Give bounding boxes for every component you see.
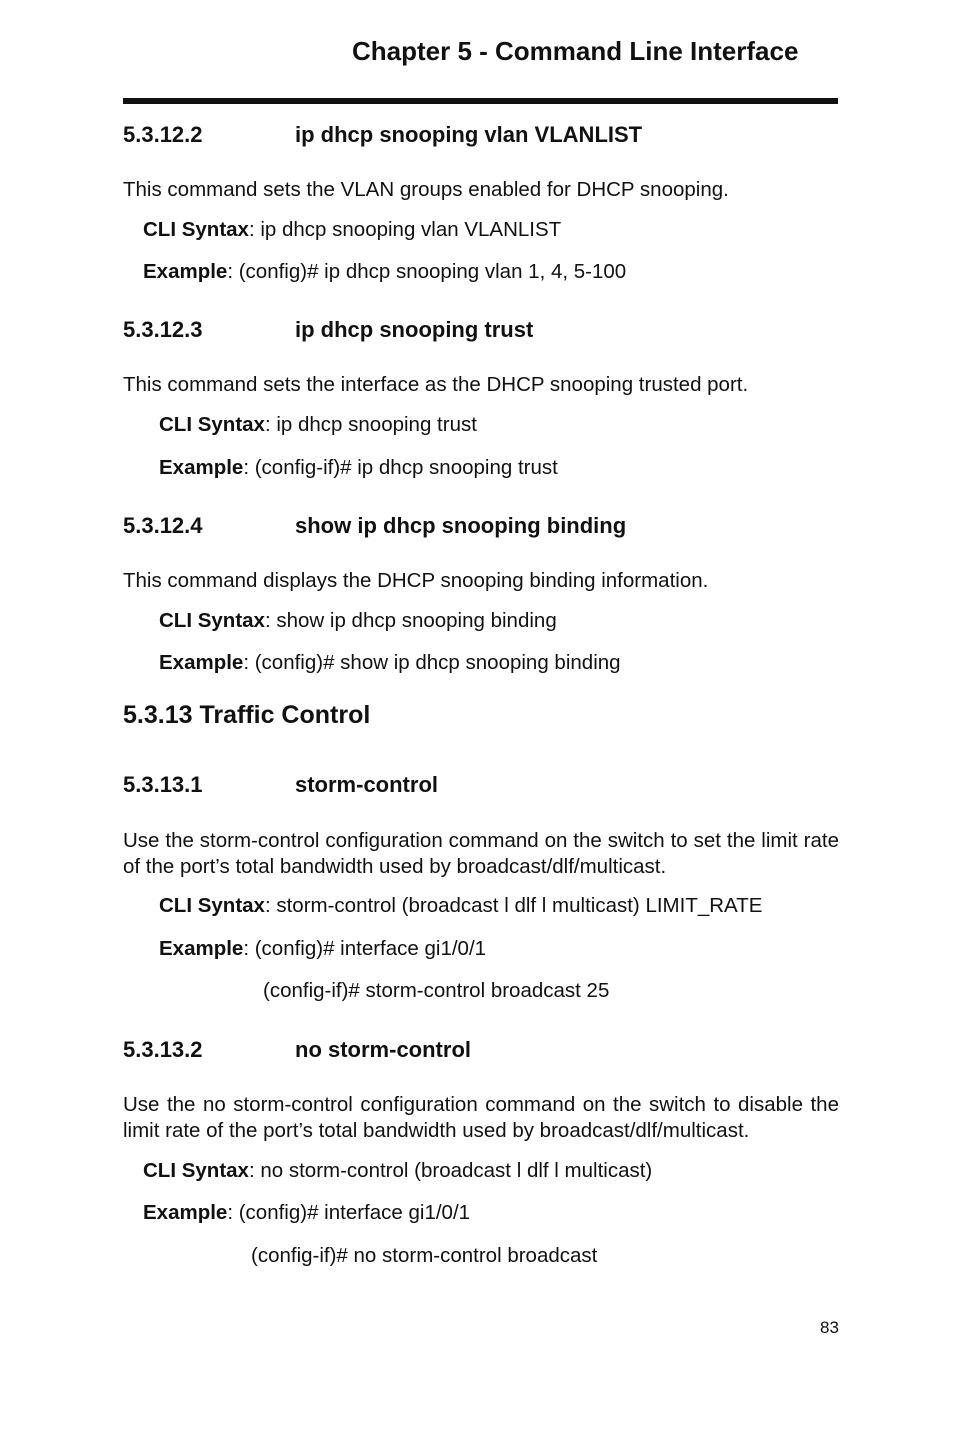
section-number: 5.3.12.4 (123, 513, 203, 538)
header-rule (123, 98, 838, 104)
example-continuation: (config-if)# no storm-control broadcast (251, 1244, 598, 1267)
example-line (159, 937, 486, 961)
section-number: 5.3.13.1 (123, 772, 203, 797)
example-label: Example (159, 456, 244, 479)
example-value: : (config)# show ip dhcp snooping binding (243, 651, 621, 674)
cli-syntax-line (143, 1159, 652, 1183)
example-line (159, 456, 558, 480)
example-continuation: (config-if)# storm-control broadcast 25 (263, 979, 610, 1002)
example-value: : (config-if)# ip dhcp snooping trust (243, 456, 558, 479)
cli-syntax-value: : no storm-control (broadcast l dlf l multicast) (248, 1159, 653, 1182)
section-number: 5.3.12.2 (123, 122, 203, 147)
section-heading-5-3-13-1 (123, 772, 438, 798)
section-description: This command sets the VLAN groups enabled for DHCP snooping. (123, 178, 729, 201)
example-label: Example (159, 651, 244, 674)
section-heading-5-3-12-3 (123, 317, 533, 343)
section-heading-5-3-13: 5.3.13 Traffic Control (123, 701, 371, 729)
example-value: : (config)# interface gi1/0/1 (227, 1201, 471, 1224)
chapter-title: Chapter 5 - Command Line Interface (352, 36, 799, 66)
section-description: This command sets the interface as the DHCP snooping trusted port. (123, 373, 749, 396)
cli-syntax-label: CLI Syntax (159, 413, 265, 436)
section-title: storm-control (295, 772, 438, 797)
cli-syntax-value: : ip dhcp snooping vlan VLANLIST (248, 218, 562, 241)
section-heading-5-3-12-4 (123, 513, 626, 539)
page-number: 83 (820, 1318, 839, 1337)
section-title: ip dhcp snooping trust (295, 317, 534, 342)
example-label: Example (143, 260, 228, 283)
example-label: Example (159, 937, 244, 960)
cli-syntax-line (159, 894, 762, 918)
section-description: Use the storm-control configuration command on the switch to set the limit rate of the port’s total bandwidth used by broadcast/dlf/multicast. (123, 829, 839, 878)
cli-syntax-value: : ip dhcp snooping trust (264, 413, 477, 436)
cli-syntax-label: CLI Syntax (143, 1159, 249, 1182)
section-title: no storm-control (295, 1037, 471, 1062)
cli-syntax-line (159, 609, 557, 633)
section-heading-5-3-13-2 (123, 1037, 471, 1063)
section-description: This command displays the DHCP snooping binding information. (123, 569, 709, 592)
example-label: Example (143, 1201, 228, 1224)
cli-syntax-line (143, 218, 561, 242)
cli-syntax-line (159, 413, 477, 437)
section-description: Use the no storm-control configuration command on the switch to disable the limit rate of the port’s total bandwidth used by broadcast/dlf/multicast. (123, 1093, 839, 1142)
cli-syntax-value: : storm-control (broadcast l dlf l multicast) LIMIT_RATE (264, 894, 763, 917)
section-title: show ip dhcp snooping binding (295, 513, 627, 538)
cli-syntax-label: CLI Syntax (159, 609, 265, 632)
section-number: 5.3.12.3 (123, 317, 203, 342)
example-value: : (config)# interface gi1/0/1 (243, 937, 487, 960)
cli-syntax-value: : show ip dhcp snooping binding (264, 609, 557, 632)
section-title: ip dhcp snooping vlan VLANLIST (295, 122, 643, 147)
cli-syntax-label: CLI Syntax (159, 894, 265, 917)
cli-syntax-label: CLI Syntax (143, 218, 249, 241)
example-line (143, 260, 626, 284)
example-line (143, 1201, 470, 1225)
example-line (159, 651, 621, 675)
section-heading-5-3-12-2 (123, 122, 642, 148)
section-number: 5.3.13.2 (123, 1037, 203, 1062)
example-value: : (config)# ip dhcp snooping vlan 1, 4, 5-100 (227, 260, 627, 283)
